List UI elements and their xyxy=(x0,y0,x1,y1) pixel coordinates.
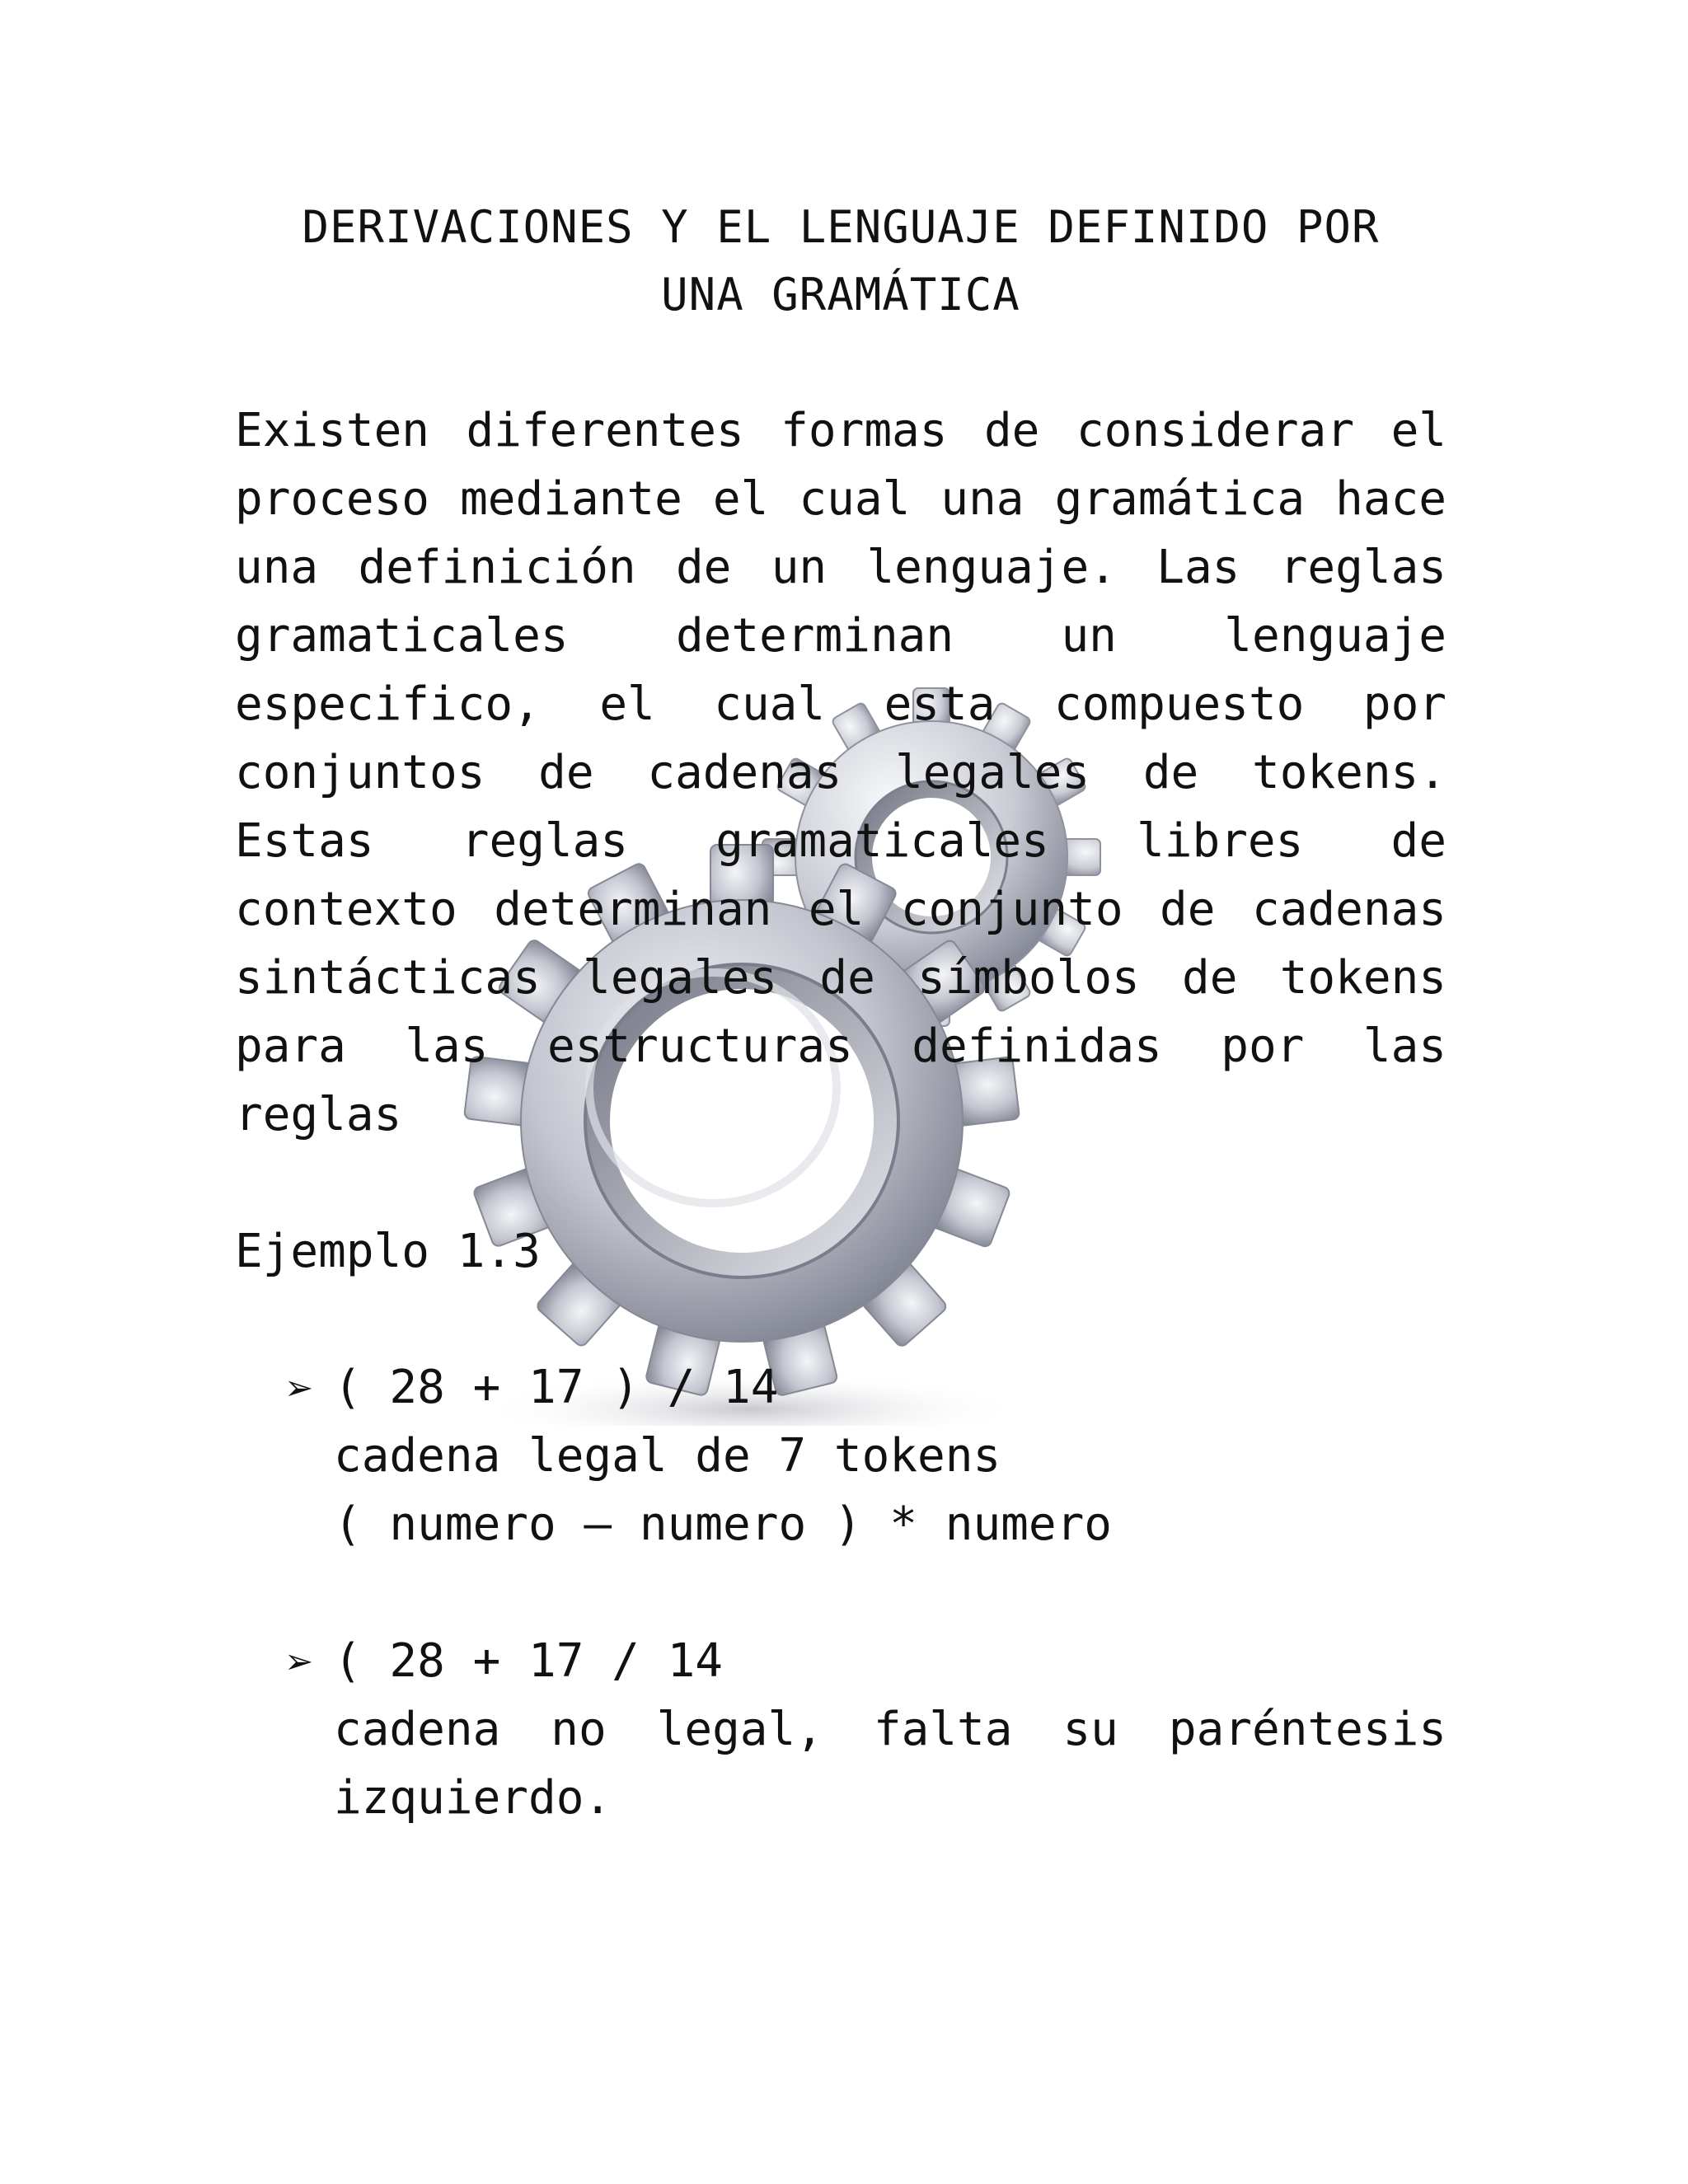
list-item xyxy=(284,1627,1447,1832)
document-content xyxy=(235,194,1447,1832)
title-line-1: DERIVACIONES Y EL LENGUAJE DEFINIDO POR xyxy=(302,201,1380,253)
document-title xyxy=(235,194,1447,329)
token-pattern-line: ( numero – numero ) * numero xyxy=(334,1497,1113,1551)
arrow-bullet-icon: ➢ xyxy=(284,1367,314,1408)
list-item xyxy=(284,1353,1447,1558)
example-list xyxy=(235,1353,1447,1832)
expression-line: ( 28 + 17 / 14 xyxy=(334,1634,724,1688)
body-paragraph: Existen diferentes formas de considerar el proceso mediante el cual una gramática hace una definición de un lenguaje. Las reglas gramaticales determinan un lenguaje especifico, el cual esta compuesto por conjuntos de cadenas legales de tokens. Estas reglas gramaticales libres de contexto determinan el conjunto de cadenas sintácticas legales de símbolos de tokens para las estructuras definidas por las reglas xyxy=(235,404,1447,1141)
explanation-line: cadena no legal, falta su paréntesis xyxy=(334,1703,1447,1756)
explanation-line-continued: izquierdo. xyxy=(334,1771,612,1825)
explanation-line: cadena legal de 7 tokens xyxy=(334,1429,1001,1483)
arrow-bullet-icon: ➢ xyxy=(284,1641,314,1681)
example-label: Ejemplo 1.3 xyxy=(235,1225,541,1278)
title-line-2: UNA GRAMÁTICA xyxy=(661,269,1020,321)
expression-line: ( 28 + 17 ) / 14 xyxy=(334,1361,779,1414)
